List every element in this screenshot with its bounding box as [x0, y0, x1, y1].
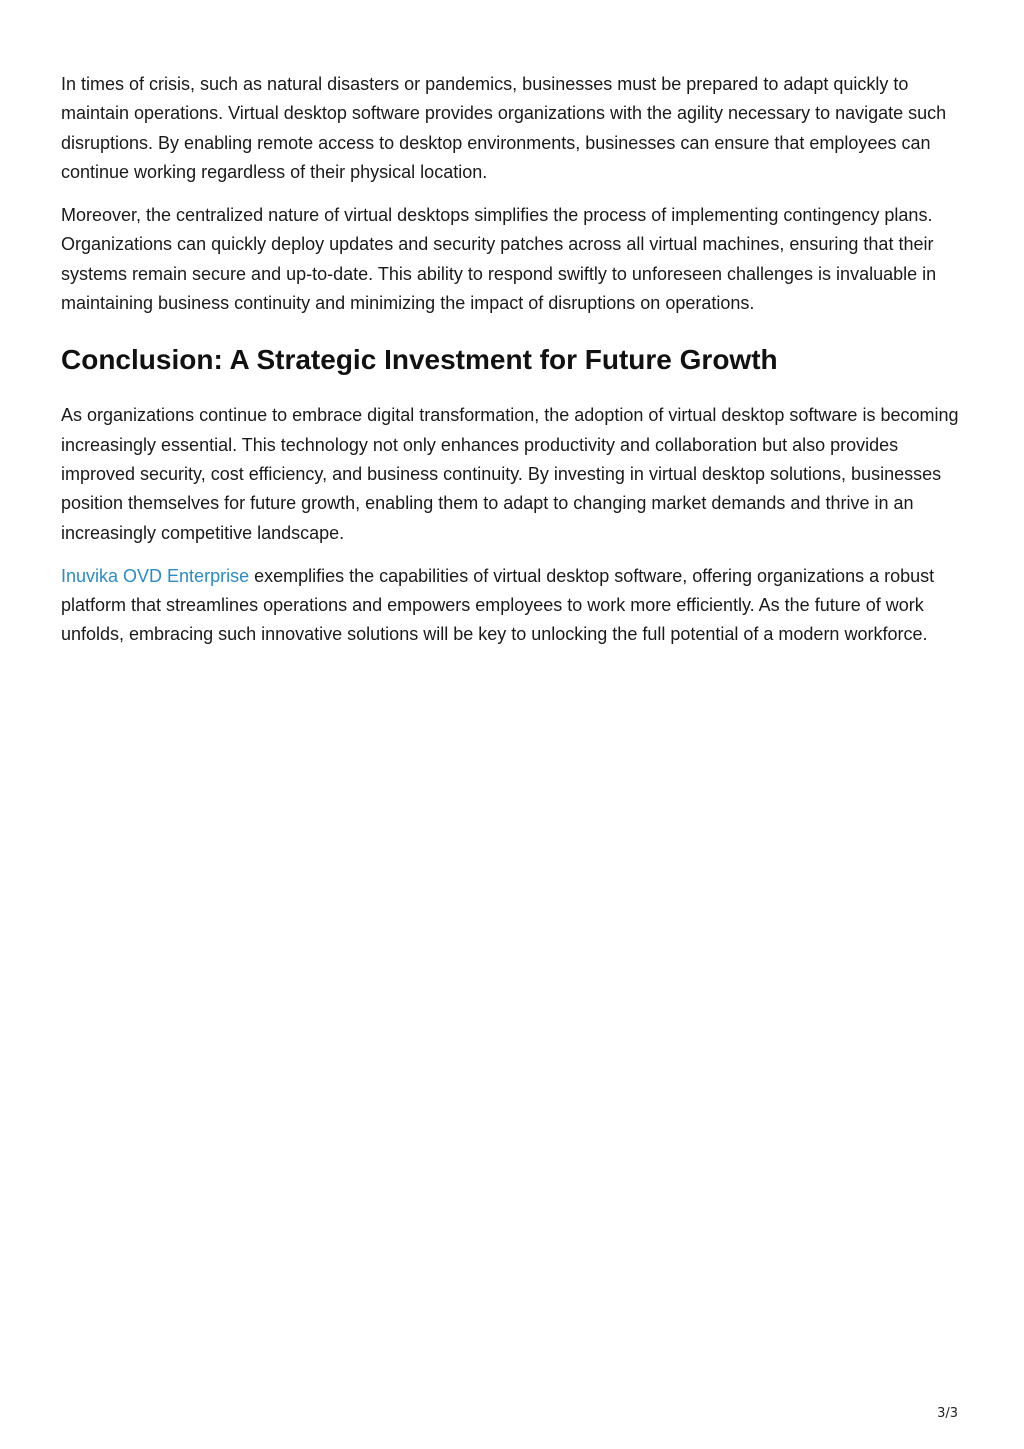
inuvika-ovd-enterprise-link[interactable]: Inuvika OVD Enterprise	[61, 565, 250, 586]
paragraph-inuvika	[61, 562, 961, 650]
section-heading-conclusion: Conclusion: A Strategic Investment for Future Growth	[61, 344, 778, 376]
paragraph-inuvika-text: exemplifies the capabilities of virtual desktop software, offering organizations a robust platform that streamlines operations and empowers employees to work more efficiently. As the future of work unfolds, embracing such innovative solutions will be key to unlocking the full potential of a modern workforce.	[61, 565, 935, 645]
document-body	[61, 70, 961, 664]
page-number: 3/3	[937, 1406, 958, 1421]
paragraph-centralized: Moreover, the centralized nature of virtual desktops simplifies the process of implementing contingency plans. Organizations can quickly deploy updates and security patches across all virtual machines, ensuring that their systems remain secure and up-to-date. This ability to respond swiftly to unforeseen challenges is invaluable in maintaining business continuity and minimizing the impact of disruptions on operations.	[61, 205, 937, 314]
paragraph-crisis: In times of crisis, such as natural disasters or pandemics, businesses must be prepared to adapt quickly to maintain operations. Virtual desktop software provides organizations with the agility necessary to navigate such disruptions. By enabling remote access to desktop environments, businesses can ensure that employees can continue working regardless of their physical location.	[61, 74, 947, 182]
paragraph-conclusion: As organizations continue to embrace digital transformation, the adoption of virtual desktop software is becoming increasingly essential. This technology not only enhances productivity and collaboration but also provides improved security, cost efficiency, and business continuity. By investing in virtual desktop solutions, businesses position themselves for future growth, enabling them to adapt to changing market demands and thrive in an increasingly competitive landscape.	[61, 405, 959, 543]
